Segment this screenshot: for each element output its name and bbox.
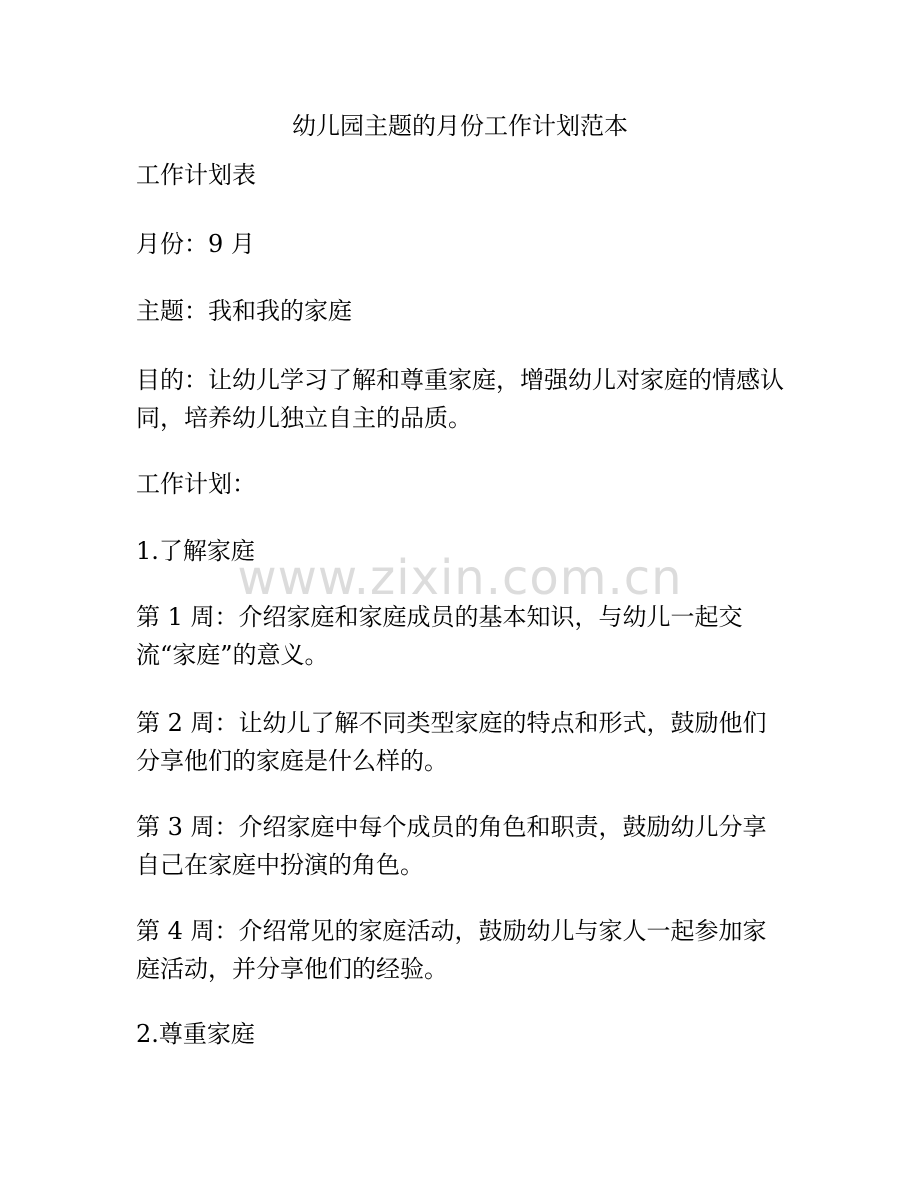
watermark-text: www.zixin.com.cn — [237, 550, 683, 606]
paragraph-theme: 主题：我和我的家庭 — [136, 297, 352, 325]
paragraph-purpose: 目的：让幼儿学习了解和尊重家庭，增强幼儿对家庭的情感认同，培养幼儿独立自主的品质。 — [136, 366, 784, 432]
paragraph-week-4: 第 4 周：介绍常见的家庭活动，鼓励幼儿与家人一起参加家庭活动，并分享他们的经验。 — [136, 917, 767, 983]
paragraph-month: 月份：9 月 — [136, 230, 255, 258]
paragraph-week-2: 第 2 周：让幼儿了解不同类型家庭的特点和形式，鼓励他们分享他们的家庭是什么样的。 — [136, 709, 767, 775]
paragraph-week-1: 第 1 周：介绍家庭和家庭成员的基本知识，与幼儿一起交流“家庭”的意义。 — [136, 603, 743, 669]
section-heading-respect-family: 2.尊重家庭 — [136, 1020, 255, 1048]
paragraph-work-plan-heading: 工作计划： — [136, 470, 256, 498]
paragraph-plan-table-label: 工作计划表 — [136, 161, 256, 189]
document-title: 幼儿园主题的月份工作计划范本 — [292, 112, 628, 140]
paragraph-week-3: 第 3 周：介绍家庭中每个成员的角色和职责，鼓励幼儿分享自己在家庭中扮演的角色。 — [136, 813, 767, 879]
section-heading-understand-family: 1.了解家庭 — [136, 537, 255, 565]
